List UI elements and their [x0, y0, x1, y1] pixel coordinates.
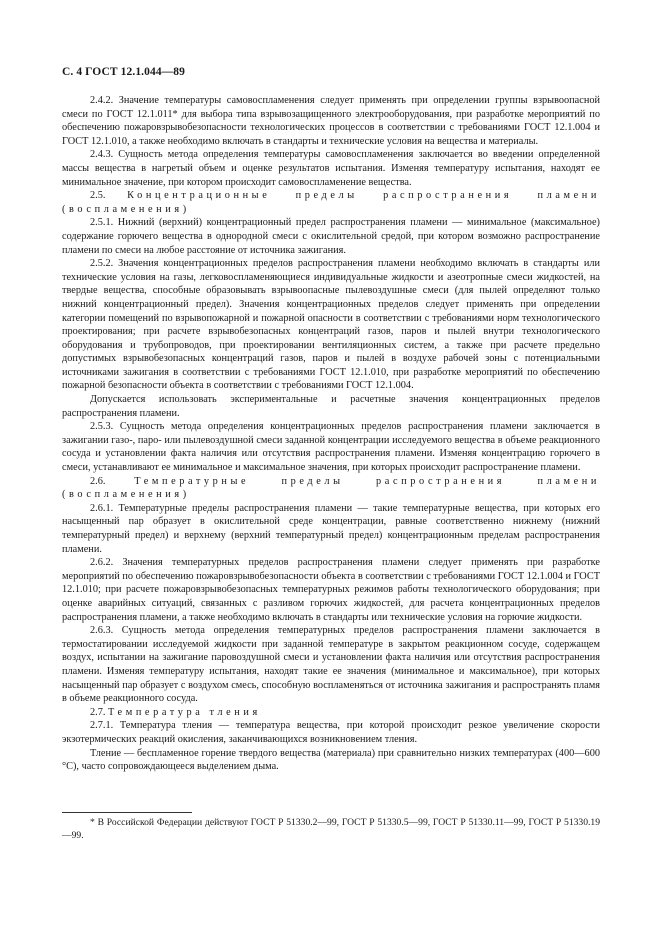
paragraph-2-5-3: 2.5.3. Сущность метода определения концентрационных пределов распространения пламени заключается в зажигании газо-, паро- или пылевоздушной смеси заданной концентрации исследуемого вещества в объеме реакционного сосуда и установлении факта наличия или отсутствия распространения пламени. Изменяя концентрацию горючего в смеси, устанавливают ее минимальное и максимальное значения, при которых происходит распространение пламени.: [62, 421, 600, 474]
paragraph-2-6-3: 2.6.3. Сущность метода определения температурных пределов распространения пламени заключается в термостатировании исследуемой жидкости при заданной температуре в закрытом реакционном сосуде, содержащем воздух, испытании на зажигание паровоздушной смеси и установлении факта наличия или отсутствия распространения пламени. Изменяя температуру испытания, находят такие ее значения (минимальное и максимальное), при которых насыщенный пар образует с воздухом смесь, способную воспламеняться от источника зажигания и распространять пламя в объеме реакционного сосуда.: [62, 625, 600, 705]
paragraph-2-7-1: 2.7.1. Температура тления — температура вещества, при которой происходит резкое увеличение скорости экзотермических реакций окисления, заканчивающихся возникновением тления.: [62, 720, 600, 745]
paragraph-2-5-1: 2.5.1. Нижний (верхний) концентрационный предел распространения пламени — минимальное (максимальное) содержание горючего вещества в однородной смеси с окислительной средой, при котором возможно распространение пламени по смеси на любое расстояние от источника зажигания.: [62, 217, 600, 256]
page-header: С. 4 ГОСТ 12.1.044—89: [62, 66, 185, 78]
footnote: [62, 812, 600, 843]
paragraph-smoldering-definition: Тление — беспламенное горение твердого вещества (материала) при сравнительно низких температурах (400—600 °С), часто сопровождающееся выделением дыма.: [62, 747, 600, 773]
section-heading-2-5: [62, 189, 600, 216]
paragraph-2-6-1: 2.6.1. Температурные пределы распространения пламени — такие температурные вещества, при которых его насыщенный пар образует в окислительной среде концентрации, равные соответственно нижнему (нижний температурный предел) и верхнему (верхний температурный предел) концентрационным пределам распространения пламени.: [62, 502, 600, 555]
footnote-text: * В Российской Федерации действуют ГОСТ Р 51330.2—99, ГОСТ Р 51330.5—99, ГОСТ Р 51330.11—99, ГОСТ Р 51330.19—99.: [62, 817, 600, 841]
section-number: 2.6.: [90, 475, 106, 487]
paragraph-2-4-3: 2.4.3. Сущность метода определения температуры самовоспламенения заключается во введении определенной массы вещества в нагретый объем и оценке результатов испытания. Изменяя температуру испытания, находят ее минимальное значение, при котором происходит самовоспламенение вещества.: [62, 149, 600, 188]
section-number: 2.5.: [90, 190, 106, 202]
section-heading-2-6: [62, 475, 600, 502]
paragraph-2-5-2-note: Допускается использовать экспериментальные и расчетные значения концентрационных пределов распространения пламени.: [62, 394, 600, 419]
paragraph-2-4-2: 2.4.2. Значение температуры самовоспламенения следует применять при определении группы взрывоопасной смеси по ГОСТ 12.1.011* для выбора типа взрывозащищенного электрооборудования, при разработке мероприятий по обеспечению пожаровзрывобезопасности технологических процессов в соответствии с требованиями ГОСТ 12.1.004 и ГОСТ 12.1.010, а также необходимо включать в стандарты и технические условия на вещества и материалы.: [62, 95, 600, 147]
section-heading-2-7: [62, 706, 600, 720]
paragraph-2-5-2: 2.5.2. Значения концентрационных пределов распространения пламени необходимо включать в стандарты или технические условия на газы, легковоспламеняющиеся индивидуальные жидкости и азеотропные смеси жидкостей, на твердые вещества, способные образовывать взрывоопасные пылевоздушные смеси (для пылей определяют только нижний концентрационный предел). Значения концентрационных пределов следует применять при определении категории помещений по взрывопожарной и пожарной опасности в соответствии с требованиями норм технологического проектирования; при расчете взрывобезопасных концентраций газов, паров и пылей внутри технологического оборудования и трубопроводов, при проектировании вентиляционных систем, а также при расчете предельно допустимых взрывобезопасных концентраций газов, паров и пылей в воздухе рабочей зоны с потенциальными источниками зажигания в соответствии с требованиями ГОСТ 12.1.010, при разработке мероприятий по обеспечению пожарной безопасности объекта в соответствии с требованиями ГОСТ 12.1.004.: [62, 258, 600, 392]
document-body: [62, 94, 600, 774]
section-title: Температура тления: [108, 706, 261, 718]
section-title: Температурные пределы распространения пламени (воспламенения): [62, 475, 600, 501]
paragraph-2-6-2: 2.6.2. Значения температурных пределов распространения пламени следует применять при разработке мероприятий по обеспечению пожаровзрывобезопасности объекта в соответствии с требованиями ГОСТ 12.1.004 и ГОСТ 12.1.010; при расчете пожаровзрывобезопасных температурных режимов работы технологического оборудования; при оценке аварийных ситуаций, связанных с разливом горючих жидкостей, для расчета концентрационных пределов распространения пламени, а также необходимо включать в стандарты или технические условия на горючие жидкости.: [62, 557, 600, 623]
footnote-divider: [62, 812, 192, 813]
section-title: Концентрационные пределы распространения пламени (воспламенения): [62, 190, 600, 215]
section-number: 2.7.: [90, 706, 106, 718]
